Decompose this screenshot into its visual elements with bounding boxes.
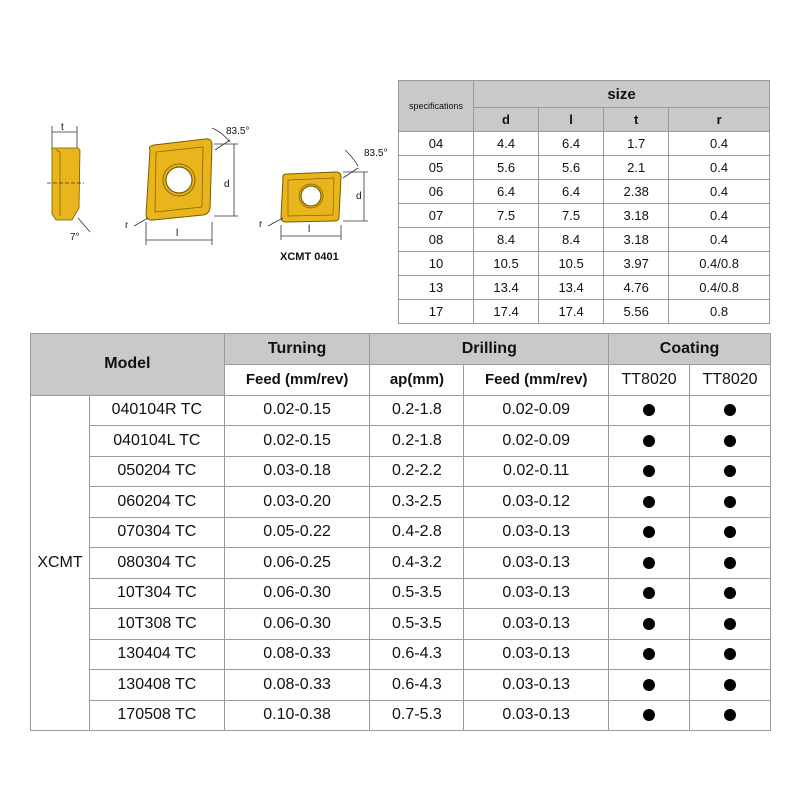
l-label: l bbox=[176, 228, 179, 239]
drilling-feed-cell: 0.03-0.13 bbox=[464, 700, 609, 731]
drilling-ap-cell: 0.2-1.8 bbox=[370, 395, 464, 426]
model-table-row bbox=[31, 395, 771, 426]
coating-cell bbox=[609, 456, 690, 487]
model-cell: 130404 TC bbox=[89, 639, 224, 670]
model-cell: 040104R TC bbox=[89, 395, 224, 426]
size-cell-t: 1.7 bbox=[604, 132, 669, 156]
size-cell-d: 6.4 bbox=[474, 180, 539, 204]
model-table-row bbox=[31, 426, 771, 457]
coating-1-header: TT8020 bbox=[609, 365, 690, 396]
coating-cell bbox=[609, 395, 690, 426]
size-header: size bbox=[474, 81, 770, 108]
model-header: Model bbox=[31, 334, 225, 396]
model-table-row bbox=[31, 700, 771, 731]
turning-feed-cell: 0.03-0.18 bbox=[224, 456, 370, 487]
size-table-row bbox=[399, 252, 770, 276]
model-table-row bbox=[31, 578, 771, 609]
size-cell-r: 0.4 bbox=[669, 228, 770, 252]
model-table-row bbox=[31, 548, 771, 579]
size-table-row bbox=[399, 228, 770, 252]
size-cell-l: 13.4 bbox=[539, 276, 604, 300]
coating-cell bbox=[690, 548, 771, 579]
model-cell: 080304 TC bbox=[89, 548, 224, 579]
size-cell-t: 2.38 bbox=[604, 180, 669, 204]
size-table-row bbox=[399, 132, 770, 156]
size-cell-t: 2.1 bbox=[604, 156, 669, 180]
size-cell-spec: 08 bbox=[399, 228, 474, 252]
drilling-ap-cell: 0.2-2.2 bbox=[370, 456, 464, 487]
filled-dot-icon bbox=[643, 648, 655, 660]
model-cell: 050204 TC bbox=[89, 456, 224, 487]
drilling-ap-cell: 0.7-5.3 bbox=[370, 700, 464, 731]
filled-dot-icon bbox=[724, 557, 736, 569]
drilling-header: Drilling bbox=[370, 334, 609, 365]
coating-2-header: TT8020 bbox=[690, 365, 771, 396]
size-table-row bbox=[399, 204, 770, 228]
size-cell-l: 17.4 bbox=[539, 300, 604, 324]
filled-dot-icon bbox=[643, 709, 655, 721]
coating-cell bbox=[690, 517, 771, 548]
coating-cell bbox=[690, 395, 771, 426]
filled-dot-icon bbox=[643, 587, 655, 599]
turning-feed-header: Feed (mm/rev) bbox=[224, 365, 370, 396]
drilling-feed-cell: 0.02-0.09 bbox=[464, 426, 609, 457]
filled-dot-icon bbox=[643, 618, 655, 630]
side-view bbox=[47, 122, 90, 243]
coating-header: Coating bbox=[609, 334, 771, 365]
coating-cell bbox=[690, 456, 771, 487]
size-cell-r: 0.4 bbox=[669, 156, 770, 180]
size-cell-r: 0.4 bbox=[669, 204, 770, 228]
size-cell-d: 17.4 bbox=[474, 300, 539, 324]
size-cell-r: 0.4 bbox=[669, 132, 770, 156]
coating-cell bbox=[609, 639, 690, 670]
turning-feed-cell: 0.02-0.15 bbox=[224, 395, 370, 426]
size-cell-d: 7.5 bbox=[474, 204, 539, 228]
size-cell-l: 6.4 bbox=[539, 132, 604, 156]
model-table-body bbox=[31, 395, 771, 731]
drilling-feed-cell: 0.02-0.11 bbox=[464, 456, 609, 487]
filled-dot-icon bbox=[724, 709, 736, 721]
size-cell-t: 5.56 bbox=[604, 300, 669, 324]
filled-dot-icon bbox=[643, 404, 655, 416]
turning-feed-cell: 0.02-0.15 bbox=[224, 426, 370, 457]
size-cell-l: 8.4 bbox=[539, 228, 604, 252]
model-cell: 170508 TC bbox=[89, 700, 224, 731]
filled-dot-icon bbox=[724, 435, 736, 447]
filled-dot-icon bbox=[724, 618, 736, 630]
model-cell: 130408 TC bbox=[89, 670, 224, 701]
size-cell-l: 6.4 bbox=[539, 180, 604, 204]
size-cell-d: 5.6 bbox=[474, 156, 539, 180]
coating-cell bbox=[690, 426, 771, 457]
filled-dot-icon bbox=[724, 648, 736, 660]
filled-dot-icon bbox=[724, 465, 736, 477]
size-table-row bbox=[399, 156, 770, 180]
filled-dot-icon bbox=[724, 587, 736, 599]
size-cell-l: 7.5 bbox=[539, 204, 604, 228]
size-table-body bbox=[399, 132, 770, 324]
model-cell: 060204 TC bbox=[89, 487, 224, 518]
drilling-feed-cell: 0.03-0.12 bbox=[464, 487, 609, 518]
t-label: t bbox=[61, 122, 64, 133]
coating-cell bbox=[690, 639, 771, 670]
coating-cell bbox=[609, 487, 690, 518]
turning-feed-cell: 0.08-0.33 bbox=[224, 670, 370, 701]
small-view bbox=[259, 148, 387, 240]
size-cell-l: 5.6 bbox=[539, 156, 604, 180]
drilling-feed-cell: 0.03-0.13 bbox=[464, 578, 609, 609]
size-cell-spec: 04 bbox=[399, 132, 474, 156]
small-angle-label: 83.5° bbox=[364, 148, 388, 159]
model-table-row bbox=[31, 639, 771, 670]
size-cell-spec: 07 bbox=[399, 204, 474, 228]
coating-cell bbox=[690, 578, 771, 609]
size-cell-spec: 17 bbox=[399, 300, 474, 324]
size-cell-r: 0.4 bbox=[669, 180, 770, 204]
size-table bbox=[398, 80, 770, 324]
coating-cell bbox=[609, 548, 690, 579]
col-d-header: d bbox=[474, 108, 539, 132]
size-cell-d: 13.4 bbox=[474, 276, 539, 300]
drilling-ap-cell: 0.3-2.5 bbox=[370, 487, 464, 518]
size-cell-t: 4.76 bbox=[604, 276, 669, 300]
drilling-feed-cell: 0.03-0.13 bbox=[464, 548, 609, 579]
turning-header: Turning bbox=[224, 334, 370, 365]
coating-cell bbox=[609, 700, 690, 731]
turning-feed-cell: 0.06-0.30 bbox=[224, 578, 370, 609]
col-t-header: t bbox=[604, 108, 669, 132]
turning-feed-cell: 0.10-0.38 bbox=[224, 700, 370, 731]
model-table bbox=[30, 333, 771, 731]
side-angle-label: 7° bbox=[70, 232, 80, 243]
turning-feed-cell: 0.06-0.25 bbox=[224, 548, 370, 579]
col-r-header: r bbox=[669, 108, 770, 132]
size-cell-spec: 13 bbox=[399, 276, 474, 300]
filled-dot-icon bbox=[643, 435, 655, 447]
filled-dot-icon bbox=[643, 679, 655, 691]
turning-feed-cell: 0.05-0.22 bbox=[224, 517, 370, 548]
small-r-label: r bbox=[259, 219, 263, 230]
drilling-feed-cell: 0.02-0.09 bbox=[464, 395, 609, 426]
size-cell-t: 3.18 bbox=[604, 204, 669, 228]
model-table-row bbox=[31, 517, 771, 548]
small-l-label: l bbox=[308, 224, 311, 235]
filled-dot-icon bbox=[643, 557, 655, 569]
drilling-ap-cell: 0.2-1.8 bbox=[370, 426, 464, 457]
model-table-row bbox=[31, 670, 771, 701]
drilling-feed-cell: 0.03-0.13 bbox=[464, 609, 609, 640]
drilling-feed-cell: 0.03-0.13 bbox=[464, 670, 609, 701]
model-table-row bbox=[31, 487, 771, 518]
drilling-ap-cell: 0.4-2.8 bbox=[370, 517, 464, 548]
drilling-feed-header: Feed (mm/rev) bbox=[464, 365, 609, 396]
size-table-row bbox=[399, 180, 770, 204]
coating-cell bbox=[690, 609, 771, 640]
drawing-caption: XCMT 0401 bbox=[280, 251, 339, 263]
front-angle-label: 83.5° bbox=[226, 126, 250, 137]
size-cell-t: 3.18 bbox=[604, 228, 669, 252]
drilling-feed-cell: 0.03-0.13 bbox=[464, 517, 609, 548]
drilling-ap-cell: 0.6-4.3 bbox=[370, 639, 464, 670]
model-table-row bbox=[31, 609, 771, 640]
turning-feed-cell: 0.03-0.20 bbox=[224, 487, 370, 518]
model-cell: 040104L TC bbox=[89, 426, 224, 457]
turning-feed-cell: 0.08-0.33 bbox=[224, 639, 370, 670]
filled-dot-icon bbox=[724, 526, 736, 538]
drilling-ap-cell: 0.6-4.3 bbox=[370, 670, 464, 701]
size-cell-r: 0.4/0.8 bbox=[669, 252, 770, 276]
small-d-label: d bbox=[356, 191, 362, 202]
size-cell-t: 3.97 bbox=[604, 252, 669, 276]
drilling-ap-cell: 0.5-3.5 bbox=[370, 578, 464, 609]
coating-cell bbox=[609, 578, 690, 609]
size-cell-r: 0.8 bbox=[669, 300, 770, 324]
coating-cell bbox=[690, 487, 771, 518]
series-cell: XCMT bbox=[31, 395, 90, 731]
filled-dot-icon bbox=[643, 496, 655, 508]
size-cell-spec: 05 bbox=[399, 156, 474, 180]
insert-drawings bbox=[0, 0, 400, 300]
coating-cell bbox=[609, 670, 690, 701]
drilling-ap-header: ap(mm) bbox=[370, 365, 464, 396]
size-cell-l: 10.5 bbox=[539, 252, 604, 276]
size-cell-r: 0.4/0.8 bbox=[669, 276, 770, 300]
turning-feed-cell: 0.06-0.30 bbox=[224, 609, 370, 640]
r-label: r bbox=[125, 220, 129, 231]
drilling-ap-cell: 0.4-3.2 bbox=[370, 548, 464, 579]
model-cell: 10T308 TC bbox=[89, 609, 224, 640]
size-table-row bbox=[399, 276, 770, 300]
insert-drawing-svg bbox=[0, 0, 400, 300]
size-cell-spec: 10 bbox=[399, 252, 474, 276]
filled-dot-icon bbox=[724, 679, 736, 691]
size-cell-d: 8.4 bbox=[474, 228, 539, 252]
front-view bbox=[125, 126, 249, 245]
d-label: d bbox=[224, 179, 230, 190]
filled-dot-icon bbox=[643, 465, 655, 477]
coating-cell bbox=[690, 700, 771, 731]
coating-cell bbox=[609, 517, 690, 548]
size-cell-d: 4.4 bbox=[474, 132, 539, 156]
coating-cell bbox=[609, 609, 690, 640]
size-cell-d: 10.5 bbox=[474, 252, 539, 276]
model-cell: 070304 TC bbox=[89, 517, 224, 548]
size-cell-spec: 06 bbox=[399, 180, 474, 204]
specifications-header: specifications bbox=[399, 81, 474, 132]
drilling-ap-cell: 0.5-3.5 bbox=[370, 609, 464, 640]
filled-dot-icon bbox=[643, 526, 655, 538]
coating-cell bbox=[690, 670, 771, 701]
drilling-feed-cell: 0.03-0.13 bbox=[464, 639, 609, 670]
model-table-row bbox=[31, 456, 771, 487]
filled-dot-icon bbox=[724, 404, 736, 416]
size-table-row bbox=[399, 300, 770, 324]
col-l-header: l bbox=[539, 108, 604, 132]
filled-dot-icon bbox=[724, 496, 736, 508]
coating-cell bbox=[609, 426, 690, 457]
model-cell: 10T304 TC bbox=[89, 578, 224, 609]
